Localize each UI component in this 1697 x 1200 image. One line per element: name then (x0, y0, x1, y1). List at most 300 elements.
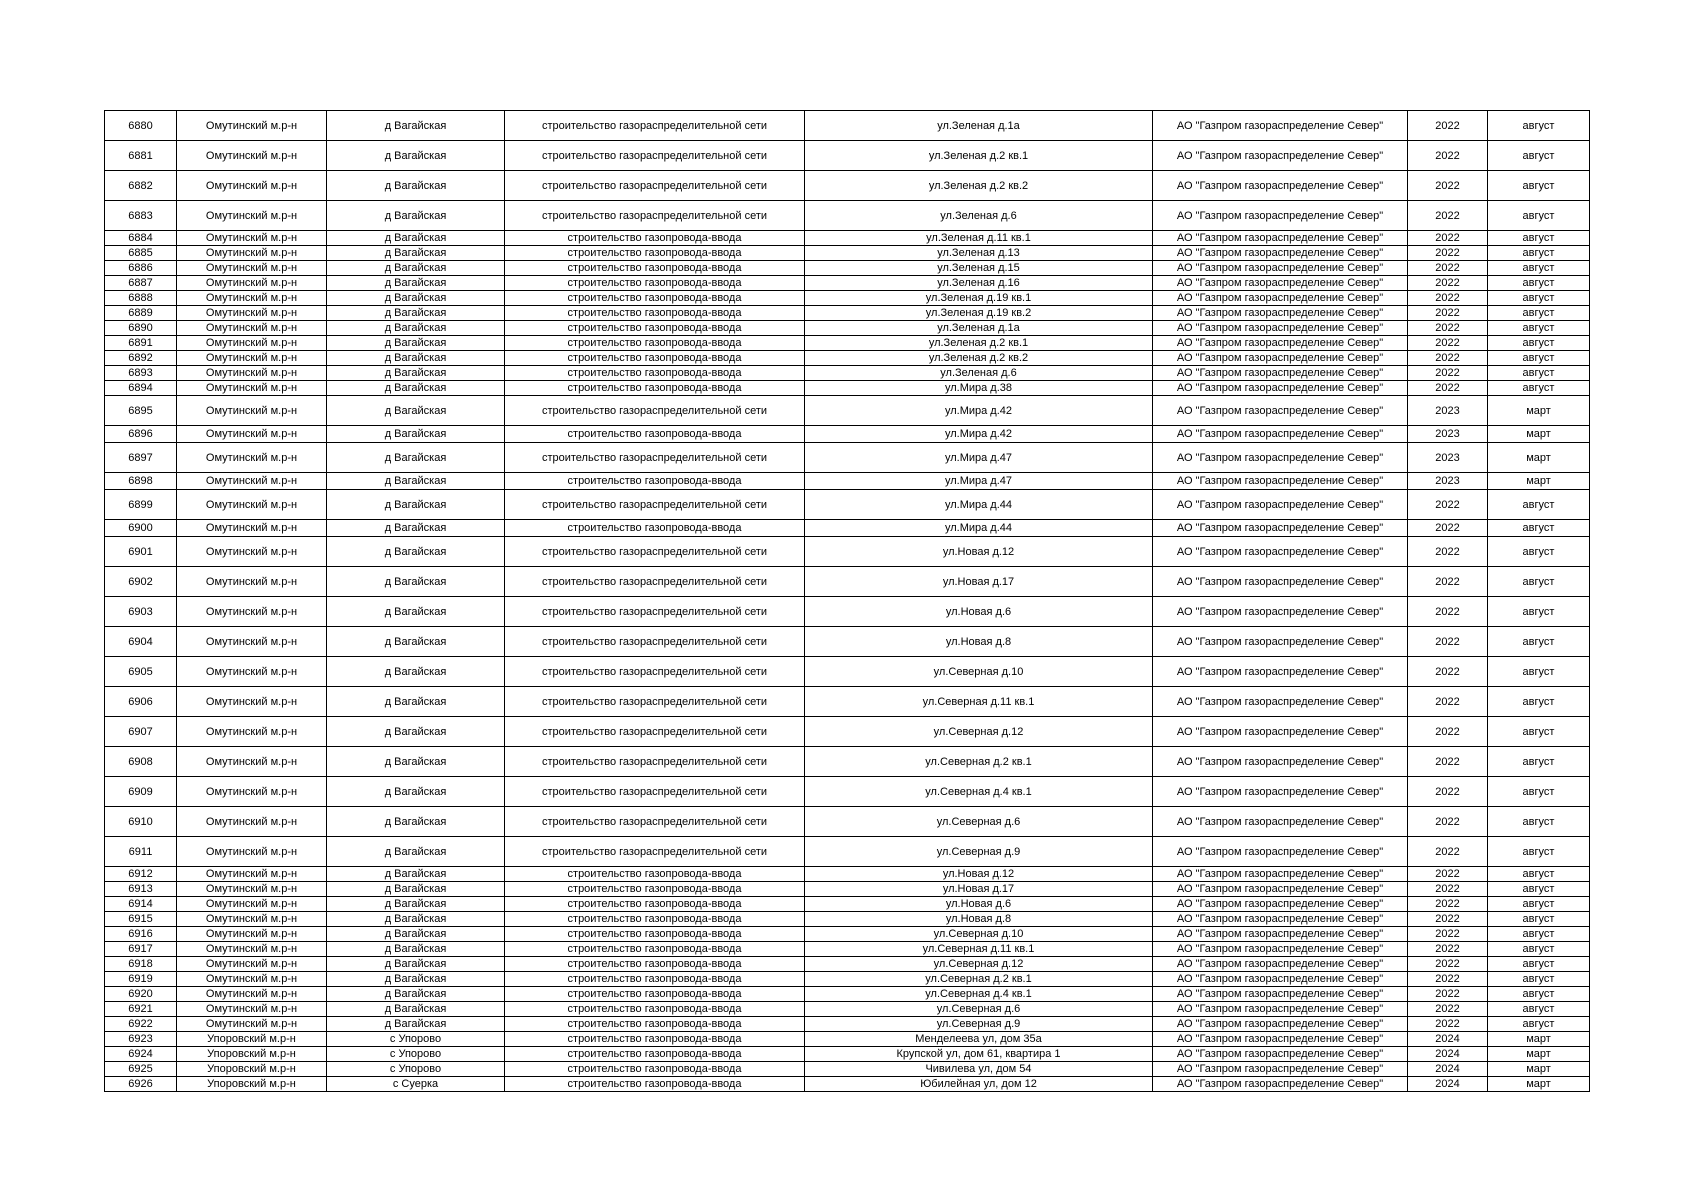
month-cell: август (1488, 111, 1590, 141)
month-cell: август (1488, 597, 1590, 627)
address-cell: ул.Новая д.6 (805, 597, 1153, 627)
settlement-cell: д Вагайская (327, 490, 505, 520)
district-cell: Омутинский м.р-н (177, 1017, 327, 1032)
month-cell: март (1488, 426, 1590, 443)
district-cell: Омутинский м.р-н (177, 537, 327, 567)
month-cell: август (1488, 490, 1590, 520)
row-number-cell: 6881 (105, 141, 177, 171)
organization-cell: АО "Газпром газораспределение Север" (1153, 231, 1408, 246)
table-row (105, 867, 1590, 882)
settlement-cell: д Вагайская (327, 1017, 505, 1032)
row-number-cell: 6905 (105, 657, 177, 687)
settlement-cell: д Вагайская (327, 912, 505, 927)
work-type-cell: строительство газораспределительной сети (505, 807, 805, 837)
address-cell: ул.Мира д.42 (805, 396, 1153, 426)
row-number-cell: 6914 (105, 897, 177, 912)
settlement-cell: с Упорово (327, 1047, 505, 1062)
organization-cell: АО "Газпром газораспределение Север" (1153, 351, 1408, 366)
settlement-cell: д Вагайская (327, 141, 505, 171)
year-cell: 2022 (1408, 867, 1488, 882)
year-cell: 2022 (1408, 321, 1488, 336)
address-cell: ул.Северная д.9 (805, 1017, 1153, 1032)
work-type-cell: строительство газораспределительной сети (505, 201, 805, 231)
address-cell: ул.Зеленая д.1а (805, 111, 1153, 141)
gasification-table (104, 110, 1590, 1092)
organization-cell: АО "Газпром газораспределение Север" (1153, 443, 1408, 473)
year-cell: 2022 (1408, 231, 1488, 246)
address-cell: ул.Новая д.6 (805, 897, 1153, 912)
organization-cell: АО "Газпром газораспределение Север" (1153, 473, 1408, 490)
organization-cell: АО "Газпром газораспределение Север" (1153, 490, 1408, 520)
organization-cell: АО "Газпром газораспределение Север" (1153, 381, 1408, 396)
row-number-cell: 6886 (105, 261, 177, 276)
month-cell: август (1488, 537, 1590, 567)
table-row (105, 1002, 1590, 1017)
year-cell: 2022 (1408, 987, 1488, 1002)
row-number-cell: 6906 (105, 687, 177, 717)
year-cell: 2022 (1408, 351, 1488, 366)
organization-cell: АО "Газпром газораспределение Север" (1153, 1047, 1408, 1062)
work-type-cell: строительство газопровода-ввода (505, 972, 805, 987)
row-number-cell: 6918 (105, 957, 177, 972)
district-cell: Омутинский м.р-н (177, 201, 327, 231)
row-number-cell: 6893 (105, 366, 177, 381)
district-cell: Омутинский м.р-н (177, 777, 327, 807)
table-row (105, 141, 1590, 171)
organization-cell: АО "Газпром газораспределение Север" (1153, 306, 1408, 321)
work-type-cell: строительство газопровода-ввода (505, 1077, 805, 1092)
table-row (105, 657, 1590, 687)
settlement-cell: д Вагайская (327, 396, 505, 426)
month-cell: март (1488, 1077, 1590, 1092)
year-cell: 2022 (1408, 927, 1488, 942)
organization-cell: АО "Газпром газораспределение Север" (1153, 987, 1408, 1002)
row-number-cell: 6921 (105, 1002, 177, 1017)
organization-cell: АО "Газпром газораспределение Север" (1153, 687, 1408, 717)
year-cell: 2022 (1408, 1002, 1488, 1017)
month-cell: август (1488, 231, 1590, 246)
address-cell: ул.Новая д.17 (805, 567, 1153, 597)
district-cell: Омутинский м.р-н (177, 987, 327, 1002)
settlement-cell: д Вагайская (327, 972, 505, 987)
settlement-cell: д Вагайская (327, 366, 505, 381)
year-cell: 2024 (1408, 1032, 1488, 1047)
work-type-cell: строительство газопровода-ввода (505, 291, 805, 306)
address-cell: ул.Северная д.12 (805, 957, 1153, 972)
month-cell: август (1488, 717, 1590, 747)
district-cell: Омутинский м.р-н (177, 747, 327, 777)
month-cell: март (1488, 1047, 1590, 1062)
table-row (105, 972, 1590, 987)
month-cell: август (1488, 567, 1590, 597)
table-row (105, 111, 1590, 141)
row-number-cell: 6900 (105, 520, 177, 537)
district-cell: Омутинский м.р-н (177, 717, 327, 747)
table-row (105, 276, 1590, 291)
district-cell: Омутинский м.р-н (177, 473, 327, 490)
work-type-cell: строительство газопровода-ввода (505, 1017, 805, 1032)
settlement-cell: д Вагайская (327, 717, 505, 747)
address-cell: ул.Северная д.4 кв.1 (805, 987, 1153, 1002)
year-cell: 2022 (1408, 717, 1488, 747)
settlement-cell: д Вагайская (327, 231, 505, 246)
organization-cell: АО "Газпром газораспределение Север" (1153, 291, 1408, 306)
district-cell: Омутинский м.р-н (177, 807, 327, 837)
organization-cell: АО "Газпром газораспределение Север" (1153, 336, 1408, 351)
month-cell: август (1488, 687, 1590, 717)
month-cell: август (1488, 807, 1590, 837)
organization-cell: АО "Газпром газораспределение Север" (1153, 1032, 1408, 1047)
district-cell: Омутинский м.р-н (177, 231, 327, 246)
district-cell: Омутинский м.р-н (177, 972, 327, 987)
organization-cell: АО "Газпром газораспределение Север" (1153, 201, 1408, 231)
district-cell: Омутинский м.р-н (177, 396, 327, 426)
work-type-cell: строительство газораспределительной сети (505, 657, 805, 687)
table-row (105, 1047, 1590, 1062)
work-type-cell: строительство газопровода-ввода (505, 912, 805, 927)
settlement-cell: д Вагайская (327, 246, 505, 261)
organization-cell: АО "Газпром газораспределение Север" (1153, 171, 1408, 201)
table-row (105, 366, 1590, 381)
year-cell: 2022 (1408, 261, 1488, 276)
address-cell: ул.Зеленая д.2 кв.2 (805, 171, 1153, 201)
district-cell: Омутинский м.р-н (177, 336, 327, 351)
district-cell: Упоровский м.р-н (177, 1047, 327, 1062)
work-type-cell: строительство газораспределительной сети (505, 537, 805, 567)
month-cell: август (1488, 657, 1590, 687)
work-type-cell: строительство газораспределительной сети (505, 396, 805, 426)
year-cell: 2022 (1408, 201, 1488, 231)
district-cell: Омутинский м.р-н (177, 351, 327, 366)
year-cell: 2022 (1408, 942, 1488, 957)
work-type-cell: строительство газораспределительной сети (505, 443, 805, 473)
table-row (105, 306, 1590, 321)
table-row (105, 520, 1590, 537)
district-cell: Омутинский м.р-н (177, 443, 327, 473)
table-row (105, 381, 1590, 396)
district-cell: Омутинский м.р-н (177, 927, 327, 942)
organization-cell: АО "Газпром газораспределение Север" (1153, 882, 1408, 897)
settlement-cell: д Вагайская (327, 473, 505, 490)
work-type-cell: строительство газопровода-ввода (505, 942, 805, 957)
table-row (105, 987, 1590, 1002)
settlement-cell: д Вагайская (327, 1002, 505, 1017)
table-row (105, 717, 1590, 747)
work-type-cell: строительство газораспределительной сети (505, 837, 805, 867)
table-row (105, 912, 1590, 927)
settlement-cell: д Вагайская (327, 520, 505, 537)
organization-cell: АО "Газпром газораспределение Север" (1153, 567, 1408, 597)
settlement-cell: д Вагайская (327, 627, 505, 657)
district-cell: Упоровский м.р-н (177, 1032, 327, 1047)
row-number-cell: 6919 (105, 972, 177, 987)
row-number-cell: 6925 (105, 1062, 177, 1077)
address-cell: ул.Мира д.44 (805, 490, 1153, 520)
organization-cell: АО "Газпром газораспределение Север" (1153, 111, 1408, 141)
work-type-cell: строительство газопровода-ввода (505, 1047, 805, 1062)
organization-cell: АО "Газпром газораспределение Север" (1153, 537, 1408, 567)
year-cell: 2022 (1408, 291, 1488, 306)
table-row (105, 490, 1590, 520)
settlement-cell: д Вагайская (327, 336, 505, 351)
month-cell: март (1488, 443, 1590, 473)
organization-cell: АО "Газпром газораспределение Север" (1153, 396, 1408, 426)
address-cell: ул.Северная д.2 кв.1 (805, 972, 1153, 987)
district-cell: Омутинский м.р-н (177, 141, 327, 171)
table-row (105, 567, 1590, 597)
row-number-cell: 6916 (105, 927, 177, 942)
work-type-cell: строительство газопровода-ввода (505, 927, 805, 942)
month-cell: август (1488, 246, 1590, 261)
month-cell: август (1488, 1002, 1590, 1017)
settlement-cell: д Вагайская (327, 426, 505, 443)
table-row (105, 747, 1590, 777)
district-cell: Омутинский м.р-н (177, 567, 327, 597)
row-number-cell: 6891 (105, 336, 177, 351)
row-number-cell: 6910 (105, 807, 177, 837)
row-number-cell: 6922 (105, 1017, 177, 1032)
month-cell: август (1488, 336, 1590, 351)
row-number-cell: 6902 (105, 567, 177, 597)
address-cell: ул.Северная д.10 (805, 657, 1153, 687)
address-cell: ул.Северная д.10 (805, 927, 1153, 942)
work-type-cell: строительство газопровода-ввода (505, 882, 805, 897)
month-cell: август (1488, 291, 1590, 306)
address-cell: ул.Северная д.2 кв.1 (805, 747, 1153, 777)
month-cell: август (1488, 381, 1590, 396)
address-cell: ул.Зеленая д.2 кв.2 (805, 351, 1153, 366)
table-row (105, 807, 1590, 837)
address-cell: Юбилейная ул, дом 12 (805, 1077, 1153, 1092)
month-cell: март (1488, 473, 1590, 490)
month-cell: август (1488, 897, 1590, 912)
year-cell: 2022 (1408, 537, 1488, 567)
table-row (105, 443, 1590, 473)
work-type-cell: строительство газопровода-ввода (505, 987, 805, 1002)
year-cell: 2022 (1408, 807, 1488, 837)
row-number-cell: 6912 (105, 867, 177, 882)
row-number-cell: 6890 (105, 321, 177, 336)
settlement-cell: д Вагайская (327, 381, 505, 396)
row-number-cell: 6898 (105, 473, 177, 490)
row-number-cell: 6926 (105, 1077, 177, 1092)
table-row (105, 627, 1590, 657)
address-cell: ул.Зеленая д.1а (805, 321, 1153, 336)
table-row (105, 231, 1590, 246)
year-cell: 2022 (1408, 336, 1488, 351)
year-cell: 2022 (1408, 141, 1488, 171)
month-cell: август (1488, 942, 1590, 957)
table-row (105, 927, 1590, 942)
settlement-cell: д Вагайская (327, 261, 505, 276)
address-cell: ул.Зеленая д.11 кв.1 (805, 231, 1153, 246)
row-number-cell: 6896 (105, 426, 177, 443)
organization-cell: АО "Газпром газораспределение Север" (1153, 942, 1408, 957)
district-cell: Омутинский м.р-н (177, 246, 327, 261)
year-cell: 2024 (1408, 1047, 1488, 1062)
work-type-cell: строительство газопровода-ввода (505, 231, 805, 246)
row-number-cell: 6923 (105, 1032, 177, 1047)
address-cell: ул.Новая д.8 (805, 912, 1153, 927)
address-cell: ул.Зеленая д.16 (805, 276, 1153, 291)
work-type-cell: строительство газопровода-ввода (505, 246, 805, 261)
table-row (105, 537, 1590, 567)
settlement-cell: д Вагайская (327, 957, 505, 972)
organization-cell: АО "Газпром газораспределение Север" (1153, 366, 1408, 381)
address-cell: Менделеева ул, дом 35а (805, 1032, 1153, 1047)
district-cell: Омутинский м.р-н (177, 867, 327, 882)
work-type-cell: строительство газопровода-ввода (505, 867, 805, 882)
year-cell: 2023 (1408, 473, 1488, 490)
settlement-cell: д Вагайская (327, 321, 505, 336)
address-cell: ул.Мира д.47 (805, 443, 1153, 473)
work-type-cell: строительство газопровода-ввода (505, 897, 805, 912)
work-type-cell: строительство газораспределительной сети (505, 567, 805, 597)
address-cell: ул.Новая д.12 (805, 867, 1153, 882)
address-cell: ул.Мира д.44 (805, 520, 1153, 537)
district-cell: Омутинский м.р-н (177, 381, 327, 396)
year-cell: 2022 (1408, 882, 1488, 897)
table-row (105, 837, 1590, 867)
district-cell: Омутинский м.р-н (177, 426, 327, 443)
year-cell: 2022 (1408, 276, 1488, 291)
row-number-cell: 6904 (105, 627, 177, 657)
address-cell: ул.Новая д.17 (805, 882, 1153, 897)
address-cell: ул.Новая д.12 (805, 537, 1153, 567)
row-number-cell: 6880 (105, 111, 177, 141)
district-cell: Омутинский м.р-н (177, 942, 327, 957)
row-number-cell: 6903 (105, 597, 177, 627)
row-number-cell: 6915 (105, 912, 177, 927)
address-cell: ул.Зеленая д.19 кв.2 (805, 306, 1153, 321)
district-cell: Омутинский м.р-н (177, 321, 327, 336)
month-cell: март (1488, 396, 1590, 426)
work-type-cell: строительство газораспределительной сети (505, 687, 805, 717)
year-cell: 2022 (1408, 627, 1488, 657)
work-type-cell: строительство газопровода-ввода (505, 473, 805, 490)
address-cell: ул.Новая д.8 (805, 627, 1153, 657)
settlement-cell: д Вагайская (327, 111, 505, 141)
district-cell: Омутинский м.р-н (177, 111, 327, 141)
month-cell: август (1488, 747, 1590, 777)
district-cell: Омутинский м.р-н (177, 276, 327, 291)
district-cell: Омутинский м.р-н (177, 957, 327, 972)
district-cell: Омутинский м.р-н (177, 627, 327, 657)
month-cell: август (1488, 837, 1590, 867)
year-cell: 2022 (1408, 306, 1488, 321)
district-cell: Омутинский м.р-н (177, 291, 327, 306)
table-row (105, 351, 1590, 366)
year-cell: 2022 (1408, 366, 1488, 381)
year-cell: 2022 (1408, 972, 1488, 987)
work-type-cell: строительство газораспределительной сети (505, 597, 805, 627)
table-row (105, 336, 1590, 351)
row-number-cell: 6887 (105, 276, 177, 291)
settlement-cell: д Вагайская (327, 807, 505, 837)
work-type-cell: строительство газопровода-ввода (505, 276, 805, 291)
organization-cell: АО "Газпром газораспределение Север" (1153, 520, 1408, 537)
work-type-cell: строительство газораспределительной сети (505, 747, 805, 777)
organization-cell: АО "Газпром газораспределение Север" (1153, 1017, 1408, 1032)
month-cell: август (1488, 366, 1590, 381)
work-type-cell: строительство газопровода-ввода (505, 1032, 805, 1047)
address-cell: ул.Северная д.9 (805, 837, 1153, 867)
settlement-cell: д Вагайская (327, 443, 505, 473)
year-cell: 2022 (1408, 777, 1488, 807)
settlement-cell: д Вагайская (327, 987, 505, 1002)
settlement-cell: д Вагайская (327, 657, 505, 687)
organization-cell: АО "Газпром газораспределение Север" (1153, 1062, 1408, 1077)
address-cell: ул.Северная д.6 (805, 1002, 1153, 1017)
work-type-cell: строительство газопровода-ввода (505, 306, 805, 321)
settlement-cell: д Вагайская (327, 276, 505, 291)
settlement-cell: д Вагайская (327, 837, 505, 867)
district-cell: Омутинский м.р-н (177, 912, 327, 927)
work-type-cell: строительство газопровода-ввода (505, 321, 805, 336)
month-cell: август (1488, 261, 1590, 276)
address-cell: ул.Северная д.6 (805, 807, 1153, 837)
organization-cell: АО "Газпром газораспределение Север" (1153, 141, 1408, 171)
year-cell: 2022 (1408, 912, 1488, 927)
organization-cell: АО "Газпром газораспределение Север" (1153, 246, 1408, 261)
row-number-cell: 6924 (105, 1047, 177, 1062)
row-number-cell: 6908 (105, 747, 177, 777)
address-cell: ул.Зеленая д.15 (805, 261, 1153, 276)
table-row (105, 1017, 1590, 1032)
settlement-cell: д Вагайская (327, 201, 505, 231)
work-type-cell: строительство газораспределительной сети (505, 171, 805, 201)
month-cell: август (1488, 987, 1590, 1002)
organization-cell: АО "Газпром газораспределение Север" (1153, 912, 1408, 927)
table-row (105, 246, 1590, 261)
month-cell: август (1488, 321, 1590, 336)
organization-cell: АО "Газпром газораспределение Север" (1153, 426, 1408, 443)
work-type-cell: строительство газораспределительной сети (505, 717, 805, 747)
organization-cell: АО "Газпром газораспределение Север" (1153, 972, 1408, 987)
row-number-cell: 6895 (105, 396, 177, 426)
organization-cell: АО "Газпром газораспределение Север" (1153, 717, 1408, 747)
row-number-cell: 6894 (105, 381, 177, 396)
year-cell: 2022 (1408, 837, 1488, 867)
year-cell: 2022 (1408, 657, 1488, 687)
month-cell: март (1488, 1032, 1590, 1047)
row-number-cell: 6885 (105, 246, 177, 261)
month-cell: август (1488, 1017, 1590, 1032)
organization-cell: АО "Газпром газораспределение Север" (1153, 867, 1408, 882)
work-type-cell: строительство газопровода-ввода (505, 336, 805, 351)
district-cell: Омутинский м.р-н (177, 687, 327, 717)
work-type-cell: строительство газопровода-ввода (505, 351, 805, 366)
table-row (105, 426, 1590, 443)
district-cell: Омутинский м.р-н (177, 1002, 327, 1017)
organization-cell: АО "Газпром газораспределение Север" (1153, 897, 1408, 912)
settlement-cell: д Вагайская (327, 306, 505, 321)
settlement-cell: с Упорово (327, 1032, 505, 1047)
address-cell: ул.Северная д.4 кв.1 (805, 777, 1153, 807)
table-row (105, 261, 1590, 276)
row-number-cell: 6882 (105, 171, 177, 201)
row-number-cell: 6920 (105, 987, 177, 1002)
month-cell: август (1488, 882, 1590, 897)
organization-cell: АО "Газпром газораспределение Север" (1153, 1002, 1408, 1017)
organization-cell: АО "Газпром газораспределение Север" (1153, 777, 1408, 807)
organization-cell: АО "Газпром газораспределение Север" (1153, 957, 1408, 972)
settlement-cell: д Вагайская (327, 171, 505, 201)
settlement-cell: с Суерка (327, 1077, 505, 1092)
month-cell: август (1488, 276, 1590, 291)
settlement-cell: д Вагайская (327, 927, 505, 942)
month-cell: август (1488, 957, 1590, 972)
